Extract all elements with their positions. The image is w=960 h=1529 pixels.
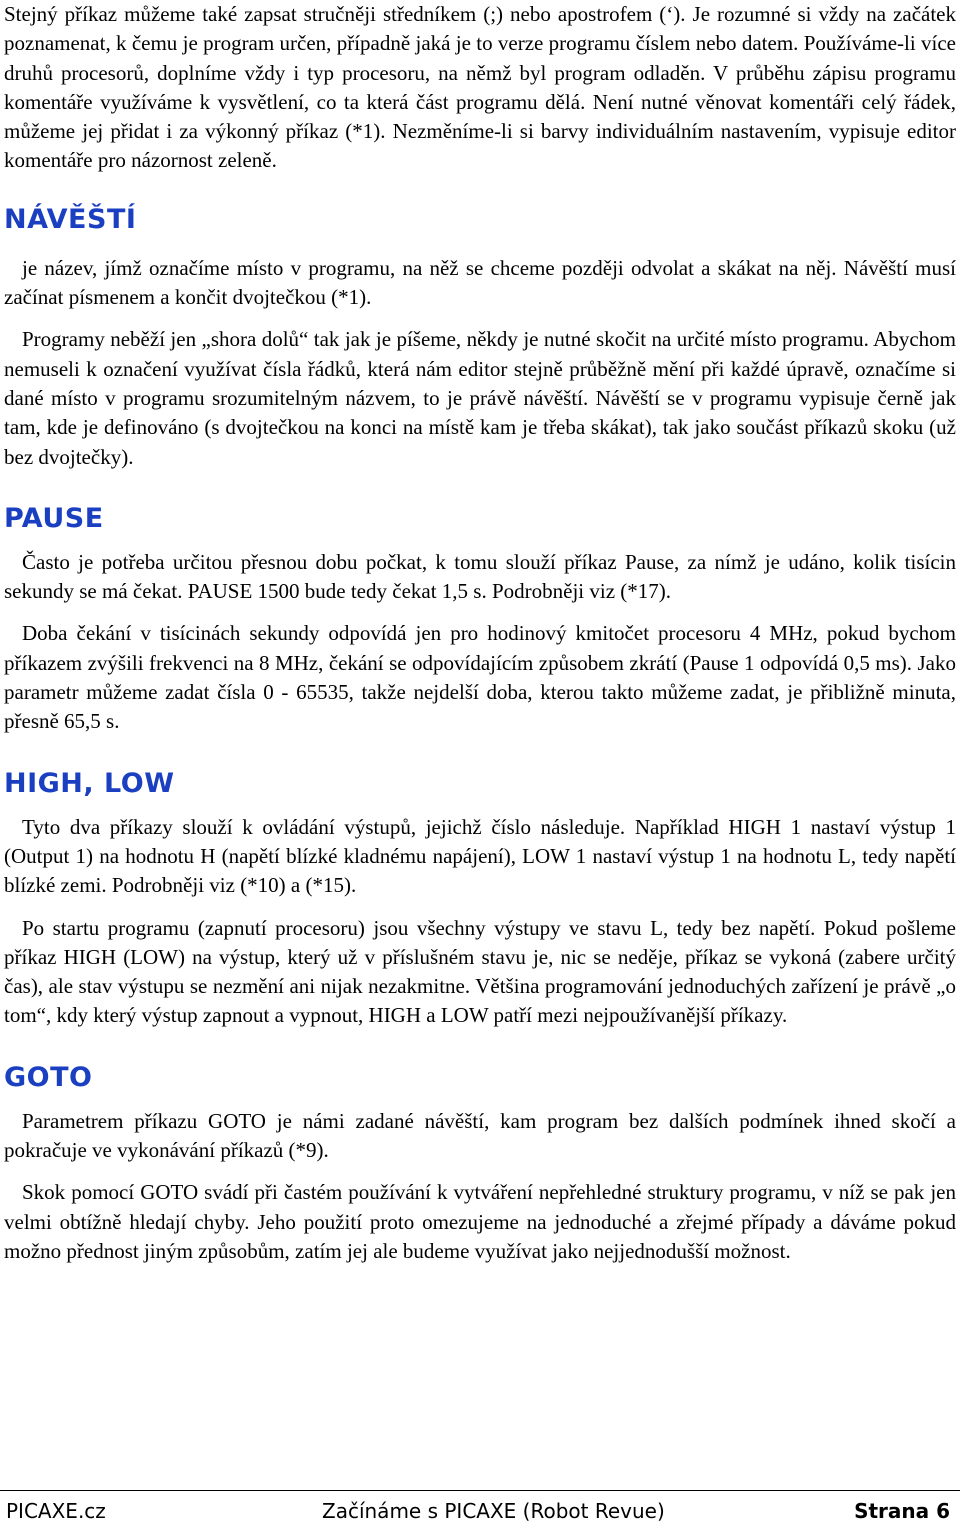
footer-site: PICAXE.cz xyxy=(6,1499,106,1523)
document-page xyxy=(4,0,956,1266)
footer-title: Začínáme s PICAXE (Robot Revue) xyxy=(322,1499,665,1523)
pause-paragraph-1: Často je potřeba určitou přesnou dobu počkat, k tomu slouží příkaz Pause, za nímž je udáno, kolik tisícin sekundy se má čekat. PAUSE 1500 bude tedy čekat 1,5 s. Podrobněji viz (*17). xyxy=(4,549,956,604)
footer-page-number: Strana 6 xyxy=(854,1499,950,1523)
page-footer xyxy=(0,1490,960,1527)
goto-paragraph-2: Skok pomocí GOTO svádí při častém používání k vytváření nepřehledné struktury programu, v níž se pak jen velmi obtížně hledají chyby. Jeho použití proto omezujeme na jednoduché a zřejmé případy a dáváme pokud možno přednost jiným způsobům, zatím jej ale budeme využívat jako nejjednodušší možnost. xyxy=(4,1180,956,1263)
highlow-paragraph-2: Po startu programu (zapnutí procesoru) jsou všechny výstupy ve stavu L, tedy bez napětí. Pokud pošleme příkaz HIGH (LOW) na výstup, který už v příslušném stavu je, nic se neděje, příkaz se vykoná (zabere určitý čas), ale stav výstupu se nezmění ani nijak nezakmitne. Většina programování jednoduchých zařízení je právě „o tom“, kdy který výstup zapnout a vypnout, HIGH a LOW patří mezi nejpoužívanější příkazy. xyxy=(4,915,956,1028)
heading-navesti: NÁVĚŠTÍ xyxy=(4,203,137,235)
intro-paragraph: Stejný příkaz můžeme také zapsat stručněji středníkem (;) nebo apostrofem (‘). Je rozumné si vždy na začátek poznamenat, k čemu je program určen, případně jaká je to verze programu číslem nebo datem. Používáme-li více druhů procesorů, doplníme vždy i typ procesoru, na němž byl program odladěn. V průběhu zápisu programu komentáře využíváme k vysvětlení, co ta která část programu dělá. Není nutné věnovat komentáři celý řádek, můžeme jej přidat i za výkonný příkaz (*1). Nezměníme-li si barvy individuálním nastavením, vypisuje editor komentáře pro názornost zeleně. xyxy=(4,2,956,173)
goto-paragraph-1: Parametrem příkazu GOTO je námi zadané návěští, kam program bez dalších podmínek ihned skočí a pokračuje ve vykonávání příkazů (*9). xyxy=(4,1108,956,1163)
heading-high-low: HIGH, LOW xyxy=(4,767,175,799)
highlow-paragraph-1: Tyto dva příkazy slouží k ovládání výstupů, jejichž číslo následuje. Například HIGH 1 nastaví výstup 1 (Output 1) na hodnotu H (napětí blízké kladnému napájení), LOW 1 nastaví výstup 1 na hodnotu L, tedy napětí blízké zemi. Podrobněji viz (*10) a (*15). xyxy=(4,814,956,898)
navesti-paragraph-2: Programy neběží jen „shora dolů“ tak jak je píšeme, někdy je nutné skočit na určité místo programu. Abychom nemuseli k označení využívat čísla řádků, která nám editor stejně průběžně mění při každé úpravě, označíme si dané místo v programu srozumitelným názvem, to je právě návěští. Návěští se v programu vypisuje černě jak tam, kde je definováno (s dvojtečkou na konci na místě kam je třeba skákat), tak jako součást příkazů skoku (už bez dvojtečky). xyxy=(4,327,956,469)
navesti-paragraph-1: je název, jímž označíme místo v programu, na něž se chceme později odvolat a skákat na něj. Návěští musí začínat písmenem a končit dvojtečkou (*1). xyxy=(4,255,956,310)
pause-paragraph-2: Doba čekání v tisícinách sekundy odpovídá jen pro hodinový kmitočet procesoru 4 MHz, pokud bychom příkazem zvýšili frekvenci na 8 MHz, čekání se odpovídajícím způsobem zkrátí (Pause 1 odpovídá 0,5 ms). Jako parametr můžeme zadat čísla 0 - 65535, takže nejdelší doba, kterou takto můžeme zadat, je přibližně minuta, přesně 65,5 s. xyxy=(4,621,956,734)
heading-goto: GOTO xyxy=(4,1061,93,1093)
heading-pause: PAUSE xyxy=(4,502,104,534)
